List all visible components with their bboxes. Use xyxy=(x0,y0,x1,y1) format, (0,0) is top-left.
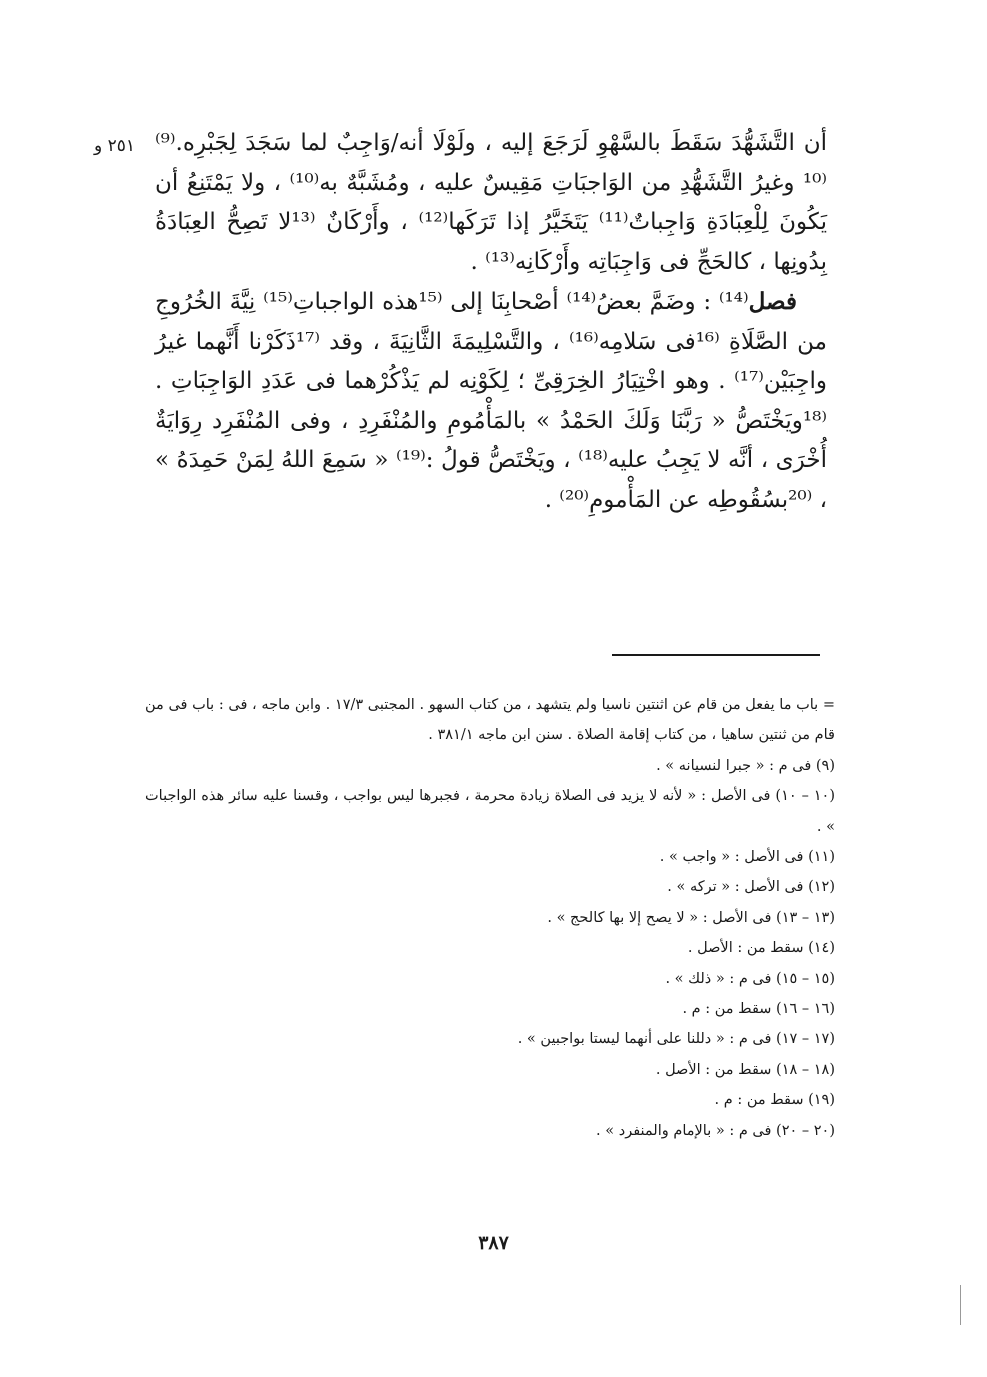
binding-edge-mark xyxy=(960,1285,961,1325)
footnotes-section xyxy=(145,690,835,1146)
footnote-18: (١٨ – ١٨) سقط من : الأصل . xyxy=(655,1061,835,1078)
footnote-20: (٢٠ – ٢٠) فى م : « بالإمام والمنفرد » . xyxy=(596,1122,835,1139)
footnote-19: (١٩) سقط من : م . xyxy=(714,1092,835,1109)
main-paragraph-2 xyxy=(155,282,827,520)
footnote-14: (١٤) سقط من : الأصل . xyxy=(687,940,835,957)
page-number: ٣٨٧ xyxy=(478,1232,509,1254)
margin-folio-note: ٢٥١ و xyxy=(94,136,136,156)
footnote-11: (١١) فى الأصل : « واجب » . xyxy=(659,849,835,866)
main-paragraph-1: أن التَّشَهُّدَ سَقَطَ بالسَّهْوِ لَرَجَعَ إليه ، ولَوْلَا أنه/وَاجِبٌ لما سَجَدَ لِجَبْرِه.⁽⁹⁾ ⁽¹⁰ وغيرُ التَّشَهُّدِ من الوَاجبَاتِ مَقِيسٌ عليه ، ومُشَبَّهٌ به⁽¹⁰⁾ ، ولا يَمْتَنِعُ أن يَكُونَ لِلْعِبَادَةِ وَاجِباتٌ⁽¹¹⁾ يَتَخَيَّرُ إذا تَرَكَها⁽¹²⁾ ، وأَرْكَانٌ ⁽¹³لا تَصِحُّ العِبَادَةُ بِدُونِها ، كالحَجِّ فى وَاجِبَاتِه وأَرْكَانِه⁽¹³⁾ . xyxy=(155,130,828,275)
section-heading-marker: ⁽¹⁴⁾ xyxy=(718,289,749,315)
footnote-9: (٩) فى م : « جبرا لنسيانه » . xyxy=(656,757,835,774)
main-text-body xyxy=(155,124,827,520)
section-heading-fasl: فصل xyxy=(748,288,797,315)
main-paragraph-2-text: : وضَمَّ بعضُ⁽¹⁴⁾ أصْحابِنَا إلى ⁽¹⁵هذه الواجباتِ⁽¹⁵⁾ نِيَّةَ الخُرُوجِ من الصَّلَاةِ ⁽¹⁶فى سَلامِه⁽¹⁶⁾ ، والتَّسْلِيمَةَ الثَّانِيَةَ ، وقد ⁽¹⁷ذَكَرْنا أَنَّهما غيرُ واجِبَيْن⁽¹⁷⁾ . وهو اخْتِيَارُ الخِرَقِىِّ ؛ لِكَوْنِه لم يَذْكُرْهما فى عَدَدِ الوَاجِبَاتِ . ⁽¹⁸ويَخْتَصُّ « رَبَّنَا وَلَكَ الحَمْدُ » بالمَأْمُومِ والمُنْفَرِدِ ، وفى المُنْفَرِد رِوَايَةٌ أُخْرَى ، أنَّه لا يَجِبُ عليه⁽¹⁸⁾ ، ويَخْتَصُّ قولُ :⁽¹⁹⁾ « سَمِعَ اللهُ لِمَنْ حَمِدَهُ » ، ⁽²⁰بسُقُوطِه عن المَأْمومِ⁽²⁰⁾ . xyxy=(155,289,827,513)
footnote-12: (١٢) فى الأصل : « تركه » . xyxy=(667,879,835,896)
footnote-10: (١٠ – ١٠) فى الأصل : « لأنه لا يزيد فى الصلاة زيادة محرمة ، فجبرها ليس بواجب ، وقسنا عليه سائر هذه الواجبات » . xyxy=(145,788,835,835)
footnote-16: (١٦ – ١٦) سقط من : م . xyxy=(682,1001,835,1018)
footnote-separator-line xyxy=(612,654,820,656)
footnote-17: (١٧ – ١٧) فى م : « دللنا على أنهما ليستا بواجبين » . xyxy=(517,1031,835,1048)
footnote-15: (١٥ – ١٥) فى م : « ذلك » . xyxy=(665,970,835,987)
footnote-13: (١٣ – ١٣) فى الأصل : « لا يصح إلا بها كالحج » . xyxy=(547,909,835,926)
footnote-continuation: = باب ما يفعل من قام عن اثنتين ناسيا ولم يتشهد ، من كتاب السهو . المجتبى ١٧/٣ . وابن ماجه ، فى : باب فى من قام من ثنتين ساهيا ، من كتاب إقامة الصلاة . سنن ابن ماجه ٣٨١/١ . xyxy=(145,697,835,744)
